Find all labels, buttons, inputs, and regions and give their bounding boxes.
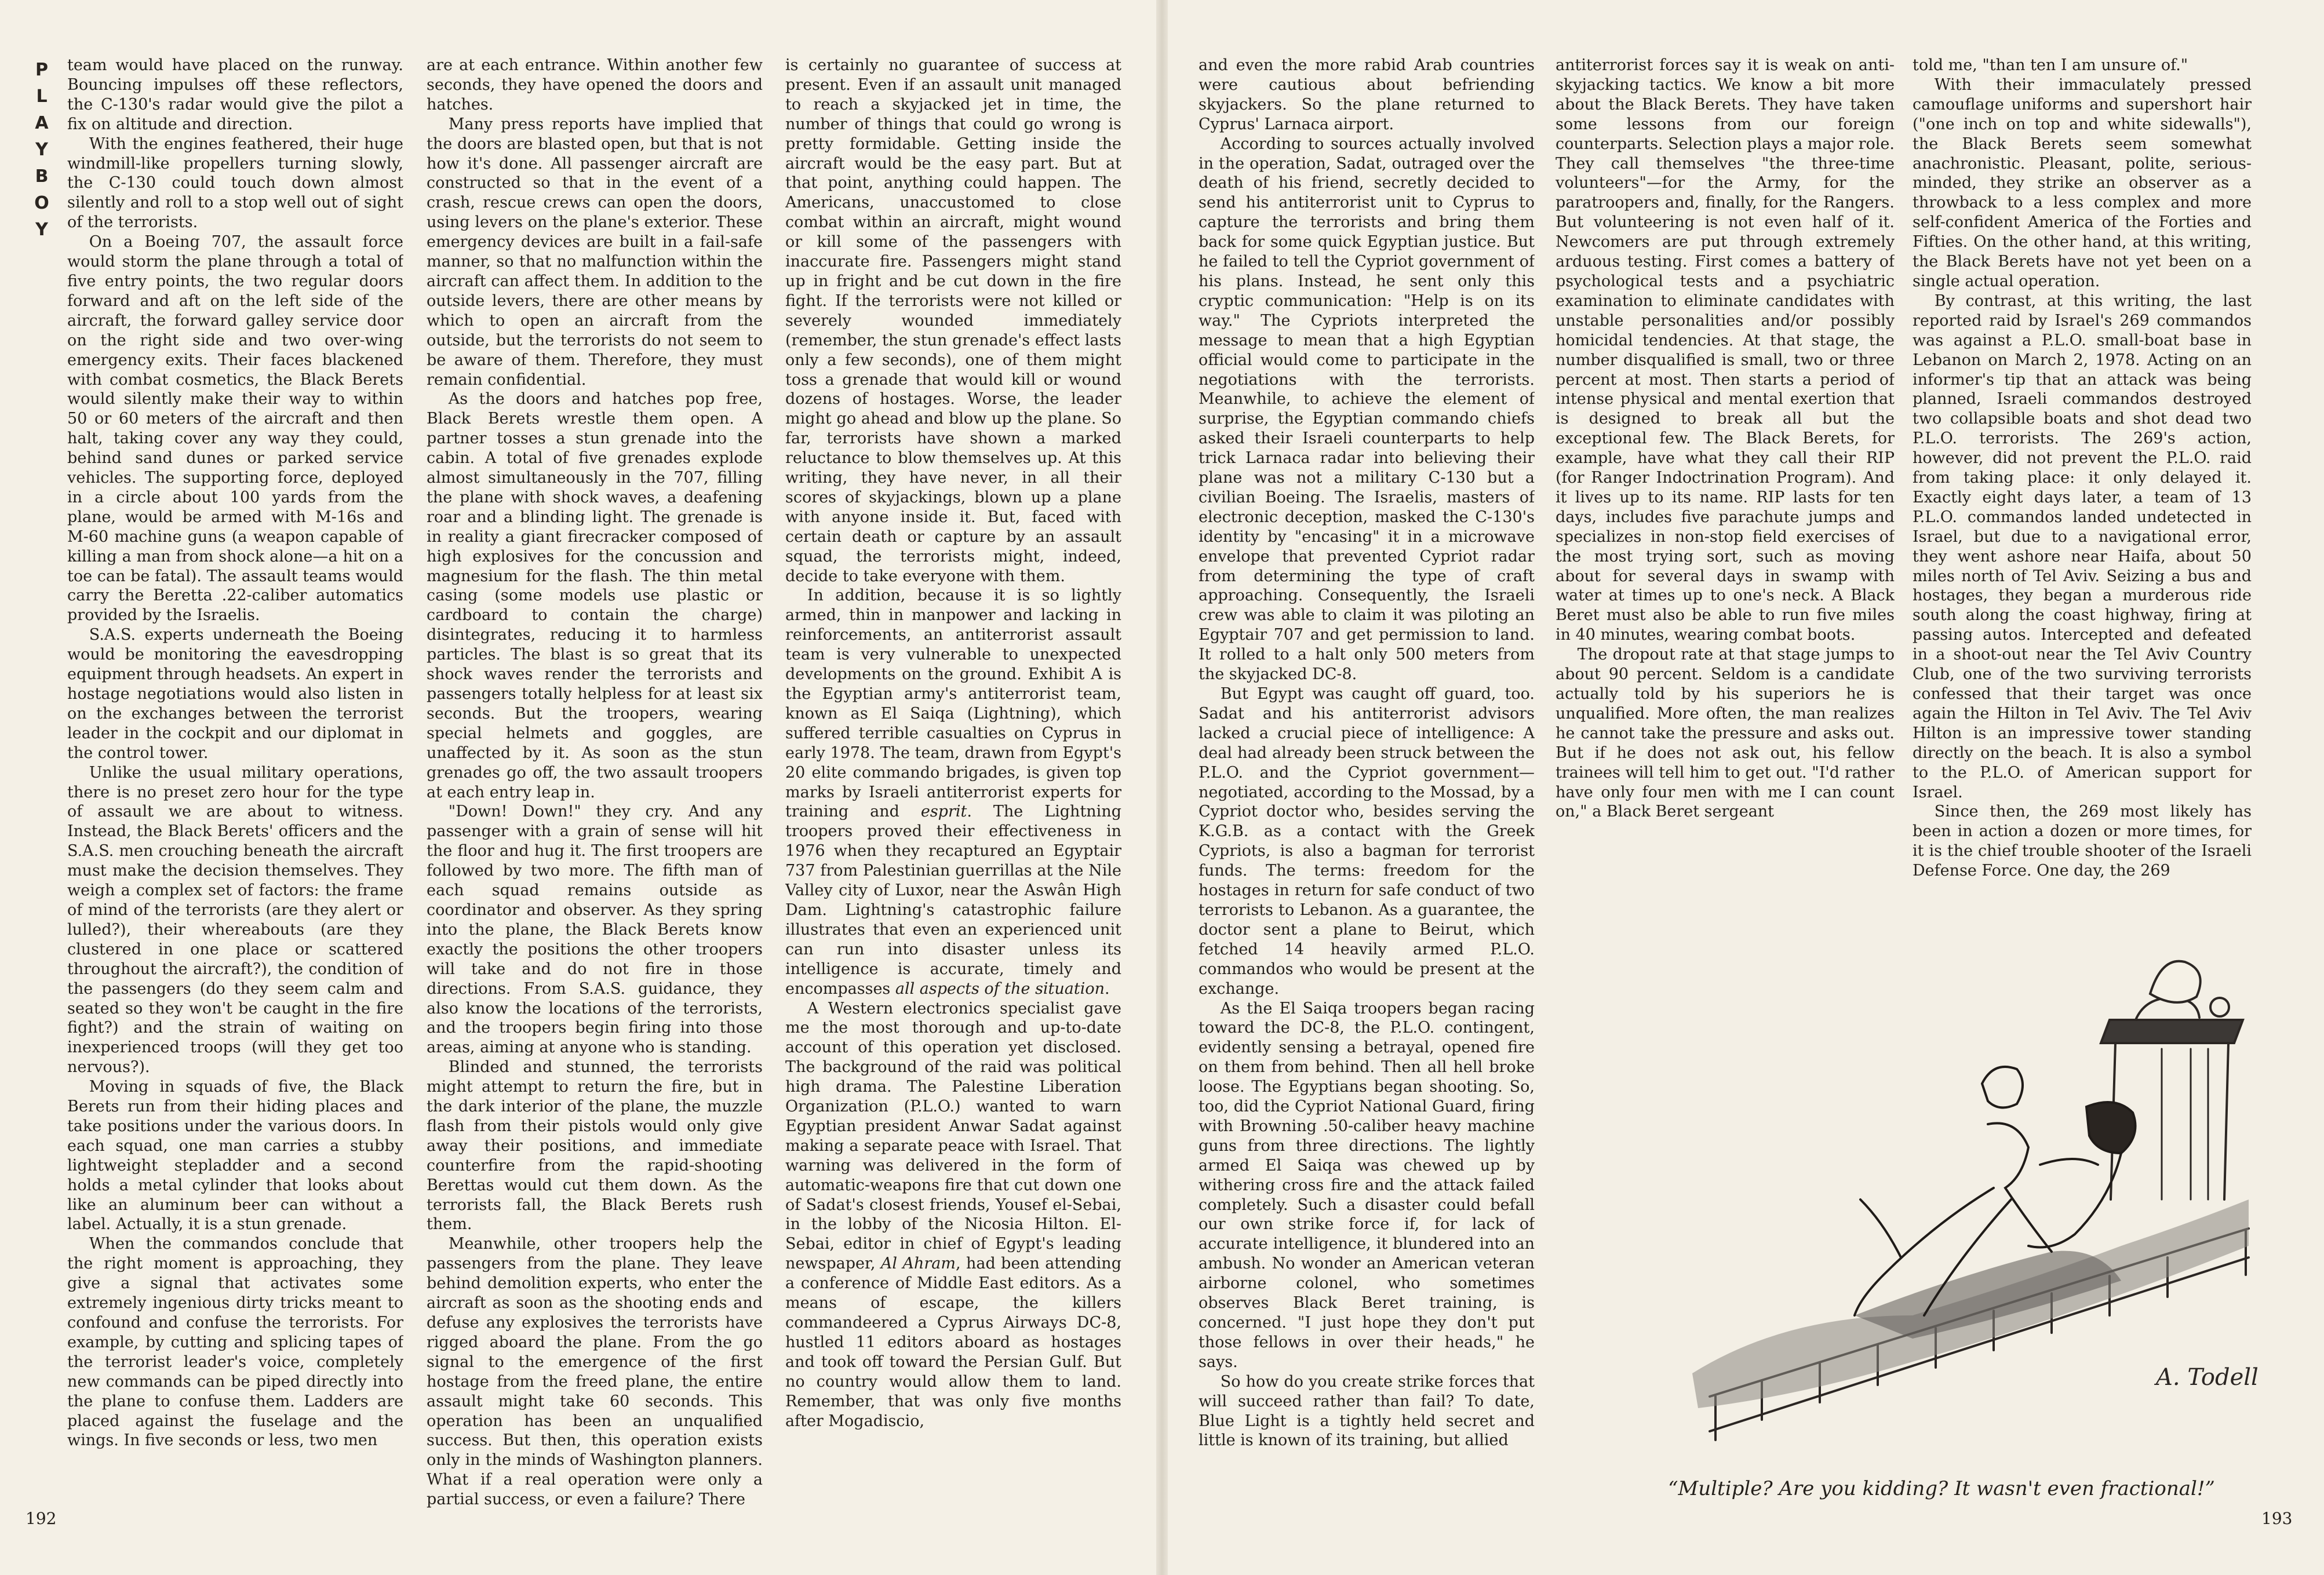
text-column-4 — [1199, 56, 1535, 1539]
article-paragraph: With their immaculately pressed camouflage uniforms and supershort hair ("one inch on top and white sidewalls"), the Black Berets seem somewhat anachronistic. Pleasant, polite, serious-minded, they strike an observer as a throwback to a less complex and more self-confident America of the Forties and Fifties. On the other hand, at this writing, the Black Berets have not yet been on a single actual operation. — [1913, 75, 2252, 290]
article-paragraph: When the commandos conclude that the right moment is approaching, they give a signal that activates some extremely ingenious dirty tricks meant to confound and confuse the terrorists. For example, by cutting and splicing tapes of the terrorist leader's voice, completely new commands can be piped directly into the plane to confuse them. Ladders are placed against the fuselage and the wings. In five seconds or less, two men — [67, 1235, 403, 1450]
article-paragraph: Unlike the usual military operations, there is no preset zero hour for the type of assault we are about to witness. Instead, the Black Berets' officers and the S.A.S. men crouching beneath the aircraft must make the decision themselves. They weigh a complex set of factors: the frame of mind of the terrorists (are they alert or lulled?), their whereabouts (are they clustered in one place or scattered throughout the aircraft?), the condition of the passengers (do they seem calm and seated so they won't be caught in the fire fight?) and the strain of waiting on inexperienced troops (will they get too nervous?). — [67, 763, 403, 1077]
article-paragraph: As the El Saiqa troopers began racing toward the DC-8, the P.L.O. contingent, evidently sensing a betrayal, opened fire on them from behind. Then all hell broke loose. The Egyptians began shooting. So, too, did the Cypriot National Guard, firing with Browning .50-caliber heavy machine guns from three directions. The lightly armed El Saiqa was chewed up by withering cross fire and the attack failed completely. Such a disaster could befall our own strike force if, for lack of accurate intelligence, it blundered into an ambush. No wonder an American veteran airborne colonel, who sometimes observes Black Beret training, is concerned. "I just hope they don't put those fellows in over their heads," he says. — [1199, 999, 1535, 1371]
article-paragraph: S.A.S. experts underneath the Boeing would be monitoring the eavesdropping equipment through headsets. An expert in hostage negotiations would also listen in on the exchanges between the terrorist leader in the cockpit and our diplomat in the control tower. — [67, 626, 403, 762]
article-paragraph: According to sources actually involved in the operation, Sadat, outraged over the death of his friend, secretly decided to send his antiterrorist unit to Cyprus to capture the terrorists and bring them back for some quick Egyptian justice. But he failed to tell the Cypriot government of his plans. Instead, he sent only this cryptic communication: "Help is on its way." The Cypriots interpreted the message to mean that a high Egyptian official would come to participate in the negotiations with the terrorists. Meanwhile, to achieve the element of surprise, the Egyptian commando chiefs asked their Israeli counterparts to help trick Larnaca radar into believing their plane was not a military C-130 but a civilian Boeing. The Israelis, masters of electronic deception, masked the C-130's identity by "encasing" it in a microwave envelope that prevented Cypriot radar from determining the type of craft approaching. Consequently, the Israeli crew was able to claim it was piloting an Egyptair 707 and get permission to land. It rolled to a halt only 500 meters from the skyjacked DC-8. — [1199, 134, 1535, 684]
text-column-6 — [1913, 56, 2252, 907]
brand-letter: Y — [35, 220, 48, 240]
article-paragraph: Meanwhile, other troopers help the passengers from the plane. They leave behind demolition experts, who enter the aircraft as soon as the shooting ends and defuse any explosives the terrorists have rigged aboard the plane. From the go signal to the emergence of the first hostage from the freed plane, the entire assault might take 60 seconds. This operation has been an unqualified success. But then, this operation exists only in the minds of Washington planners. What if a real operation were only a partial success, or even a failure? There — [427, 1235, 763, 1509]
article-paragraph: and even the more rabid Arab countries were cautious about befriending skyjackers. So the plane returned to Cyprus' Larnaca airport. — [1199, 56, 1535, 133]
article-paragraph: are at each entrance. Within another few seconds, they have opened the doors and hatches. — [427, 56, 763, 114]
article-paragraph: On a Boeing 707, the assault force would storm the plane through a total of five entry points, the two regular doors forward and aft on the left side of the aircraft, the forward galley service door on the right side and two over-wing emergency exits. Their faces blackened with combat cosmetics, the Black Berets would silently make their way to within 50 or 60 meters of the aircraft and then halt, taking cover any way they could, behind sand dunes or parked service vehicles. The supporting force, deployed in a circle about 100 yards from the plane, would be armed with M-16s and M-60 machine guns (a weapon capable of killing a man from shock alone—a hit on a toe can be fatal). The assault teams would carry the Beretta .22-caliber automatics provided by the Israelis. — [67, 233, 403, 625]
cartoon-caption: “Multiple? Are you kidding? It wasn't even fractional!” — [1668, 1477, 2215, 1500]
article-paragraph: With the engines feathered, their huge windmill-like propellers turning slowly, the C-130 could touch down almost silently and roll to a stop well out of sight of the terrorists. — [67, 134, 403, 232]
cartoon-illustration-icon — [1611, 875, 2260, 1454]
brand-letter: A — [35, 113, 49, 133]
text-column-2 — [427, 56, 763, 1539]
article-paragraph: "Down! Down!" they cry. And any passenger with a grain of sense will hit the floor and hug it. The first troopers are followed by two more. The fifth man of each squad remains outside as coordinator and observer. As they spring into the plane, the Black Berets know exactly the positions the other troopers will take and do not fire in those directions. From S.A.S. guidance, they also know the locations of the terrorists, and the troopers begin firing into those areas, aiming at anyone who is standing. — [427, 803, 763, 1057]
page-number-right: 193 — [2261, 1509, 2293, 1528]
article-paragraph: A Western electronics specialist gave me the most thorough and up-to-date account of this operation yet disclosed. The background of the raid was political high drama. The Palestine Liberation Organization (P.L.O.) wanted to warn Egyptian president Anwar Sadat against making a separate peace with Israel. That warning was delivered in the form of automatic-weapons fire that cut down one of Sadat's closest friends, Yousef el-Sebai, in the lobby of the Nicosia Hilton. El-Sebai, editor in chief of Egypt's leading newspaper, Al Ahram, had been attending a conference of Middle East editors. As a means of escape, the killers commandeered a Cyprus Airways DC-8, hustled 11 editors aboard as hostages and took off toward the Persian Gulf. But no country would allow them to land. Remember, that was only five months after Mogadiscio, — [785, 999, 1121, 1430]
article-paragraph: By contrast, at this writing, the last reported raid by Israel's 269 commandos was against a P.L.O. small-boat base in Lebanon on March 2, 1978. Acting on an informer's tip that an attack was being planned, Israeli commandos destroyed two collapsible boats and shot dead two P.L.O. terrorists. The 269's action, however, did not prevent the P.L.O. raid from taking place: it only delayed it. Exactly eight days later, a team of 13 P.L.O. commandos landed undetected in Israel, but due to a navigational error, they went ashore near Haifa, about 50 miles north of Tel Aviv. Seizing a bus and hostages, they began a murderous ride south along the coast highway, firing at passing autos. Intercepted and defeated in a shoot-out near the Tel Aviv Country Club, one of the two surviving terrorists confessed that their target was once again the Hilton in Tel Aviv. The Tel Aviv Hilton is an impressive tower standing directly on the beach. It is also a symbol to the P.L.O. of American support for Israel. — [1913, 291, 2252, 801]
cartoon-signature: A. Todell — [2156, 1364, 2259, 1391]
page-number-left: 192 — [26, 1509, 57, 1528]
article-paragraph: So how do you create strike forces that will succeed rather than fail? To date, Blue Light is a tightly held secret and little is known of its training, but allied — [1199, 1372, 1535, 1450]
text-column-5 — [1556, 56, 1895, 907]
brand-letter: L — [36, 86, 48, 107]
magazine-brand-vertical — [30, 57, 53, 243]
text-column-3 — [785, 56, 1121, 1539]
page-gutter — [1156, 0, 1168, 1575]
article-paragraph: Blinded and stunned, the terrorists might attempt to return the fire, but in the dark interior of the plane, the muzzle flash from their pistols would only give away their positions, and immediate counterfire from the rapid-shooting Berettas would cut them down. As the terrorists fall, the Black Berets rush them. — [427, 1058, 763, 1234]
article-paragraph: antiterrorist forces say it is weak on anti-skyjacking tactics. We know a bit more about the Black Berets. They have taken some lessons from our foreign counterparts. Selection plays a major role. They call themselves "the three-time volunteers"—for the Army, for the paratroopers and, finally, for the Rangers. But volunteering is not even half of it. Newcomers are put through extremely arduous testing. First comes a battery of psychological tests and a psychiatric examination to eliminate candidates with unstable personalities and/or possibly homicidal tendencies. At that stage, the number disqualified is small, two or three percent at most. Then starts a period of intense physical and mental exertion that is designed to break all but the exceptional few. The Black Berets, for example, have what they call their RIP (for Ranger Indoctrination Program). And it lives up to its name. RIP lasts for ten days, includes five parachute jumps and specializes in non-stop field exercises of the most trying sort, such as moving about for several days in swamp with water at times up to one's neck. A Black Beret must also be able to run five miles in 40 minutes, wearing combat boots. — [1556, 56, 1895, 644]
article-paragraph: Many press reports have implied that the doors are blasted open, but that is not how it's done. All passenger aircraft are constructed so that in the event of a crash, rescue crews can open the doors, using levers on the plane's exterior. These emergency devices are built in a fail-safe manner, so that no malfunction within the aircraft can affect them. In addition to the outside levers, there are other means by which to open an aircraft from the outside, but the terrorists do not seem to be aware of them. Therefore, they must remain confidential. — [427, 115, 763, 389]
article-paragraph: Moving in squads of five, the Black Berets run from their hiding places and take positions under the various doors. In each squad, one man carries a stubby lightweight stepladder and a second holds a metal cylinder that looks about like an aluminum beer can without a label. Actually, it is a stun grenade. — [67, 1078, 403, 1234]
brand-letter: P — [35, 60, 48, 80]
brand-letter: O — [34, 193, 49, 213]
article-paragraph: The dropout rate at that stage jumps to about 90 percent. Seldom is a candidate actually told by his superiors he is unqualified. More often, the man realizes he cannot take the pressure and asks out. But if he does not ask out, his fellow trainees will tell him to get out. "I'd rather have only four men with me I can count on," a Black Beret sergeant — [1556, 646, 1895, 821]
article-paragraph: Since then, the 269 most likely has been in action a dozen or more times, for it is the chief trouble shooter of the Israeli Defense Force. One day, the 269 — [1913, 803, 2252, 880]
article-paragraph: As the doors and hatches pop free, Black Berets wrestle them open. A partner tosses a stun grenade into the cabin. A total of five grenades explode almost simultaneously in the 707, filling the plane with shock waves, a deafening roar and a blinding light. The grenade is in reality a giant firecracker composed of high explosives for the concussion and magnesium for the flash. The thin metal casing (some models use plastic or cardboard to contain the charge) disintegrates, reducing it to harmless particles. The blast is so great that its shock waves render the terrorists and passengers totally helpless for at least six seconds. But the troopers, wearing special helmets and goggles, are unaffected by it. As soon as the stun grenades go off, the two assault troopers at each entry leap in. — [427, 390, 763, 801]
article-paragraph: told me, "than ten I am unsure of." — [1913, 56, 2188, 74]
text-column-1 — [67, 56, 403, 1539]
brand-letter: B — [35, 166, 49, 187]
article-paragraph: is certainly no guarantee of success at present. Even if an assault unit managed to reach a skyjacked jet in time, the number of things that could go wrong is pretty formidable. Getting inside the aircraft would be the easy part. But at that point, anything could happen. The Americans, unaccustomed to close combat within an aircraft, might wound or kill some of the passengers with inaccurate fire. Passengers might stand up in fright and be cut down in the fire fight. If the terrorists were not killed or severely wounded immediately (remember, the stun grenade's effect lasts only a few seconds), one of them might toss a grenade that would kill or wound dozens of hostages. Worse, the leader might go ahead and blow up the plane. So far, terrorists have shown a marked reluctance to blow themselves up. At this writing, they have never, in all their scores of skyjackings, blown up a plane with anyone inside it. But, faced with certain death or capture by an assault squad, the terrorists might, indeed, decide to take everyone with them. — [785, 56, 1121, 585]
article-paragraph: But Egypt was caught off guard, too. Sadat and his antiterrorist advisors lacked a crucial piece of intelligence: A deal had already been struck between the P.L.O. and the Cypriot government—negotiated, according to the Mossad, by a Cypriot doctor who, besides serving the K.G.B. as a contact with the Greek Cypriots, is also a bagman for terrorist funds. The terms: freedom for the hostages in return for safe conduct of two terrorists to Lebanon. As a guarantee, the doctor sent a plane to Beirut, which fetched 14 heavily armed P.L.O. commandos who would be present at the exchange. — [1199, 685, 1535, 998]
brand-letter: Y — [35, 140, 48, 160]
article-paragraph: team would have placed on the runway. Bouncing impulses off these reflectors, the C-130's radar would give the pilot a fix on altitude and direction. — [67, 56, 403, 133]
article-paragraph: In addition, because it is so lightly armed, thin in manpower and lacking in reinforcements, an antiterrorist assault team is very vulnerable to unexpected developments on the ground. Exhibit A is the Egyptian army's antiterrorist team, known as El Saiqa (Lightning), which suffered terrible casualties on Cyprus in early 1978. The team, drawn from Egypt's 20 elite commando brigades, is given top marks by Israeli antiterrorist experts for training and esprit. The Lightning troopers proved their effectiveness in 1976 when they recaptured an Egyptair 737 from Palestinian guerrillas at the Nile Valley city of Luxor, near the Aswân High Dam. Lightning's catastrophic failure illustrates that even an experienced unit can run into disaster unless its intelligence is accurate, timely and encompasses all aspects of the situation. — [785, 586, 1121, 998]
